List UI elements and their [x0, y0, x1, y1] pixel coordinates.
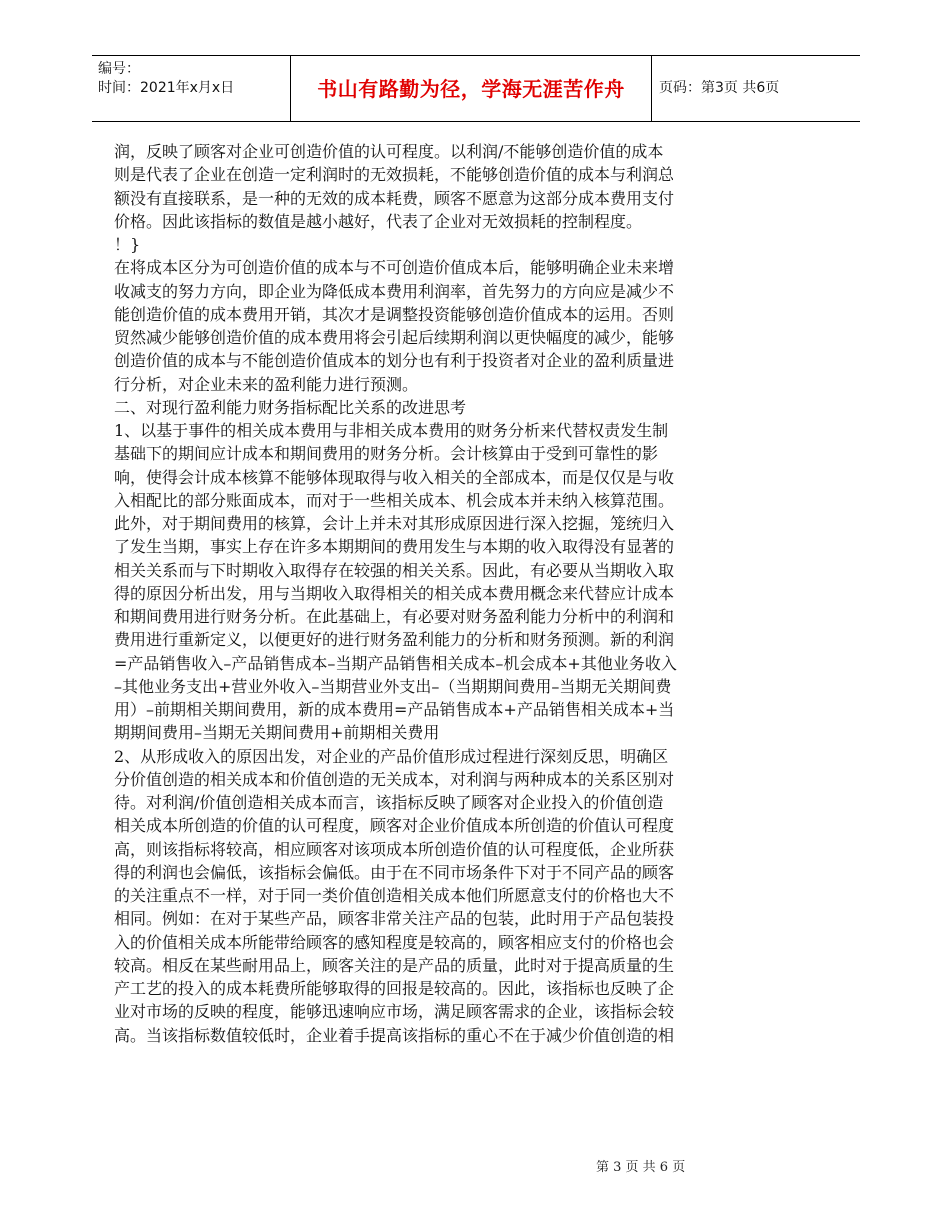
body-line: 和期间费用进行财务分析。在此基础上，有必要对财务盈利能力分析中的利润和: [114, 607, 675, 626]
body-line: 则是代表了企业在创造一定利润时的无效损耗，不能够创造价值的成本与利润总: [114, 165, 675, 185]
header-left-cell: [92, 55, 290, 121]
header-motto: 书山有路勤为径，学海无涯苦作舟: [317, 76, 625, 101]
body-line: 的关注重点不一样，对于同一类价值创造相关成本他们所愿意支付的价格也大不: [114, 886, 675, 905]
body-line: 产工艺的投入的成本耗费所能够取得的回报是较高的。因此，该指标也反映了企: [114, 979, 675, 998]
body-line: 1、以基于事件的相关成本费用与非相关成本费用的财务分析来代替权责发生制: [114, 421, 669, 440]
document-time-label: 时间：2021年x月x日: [98, 80, 235, 96]
body-line: =产品销售收入–产品销售成本–当期产品销售相关成本–机会成本+其他业务收入: [114, 653, 677, 673]
body-line: 期期间费用–当期无关期间费用+前期相关费用: [114, 723, 440, 743]
section-heading: 二、对现行盈利能力财务指标配比关系的改进思考: [114, 397, 467, 417]
body-line: 在将成本区分为可创造价值的成本与不可创造价值成本后，能够明确企业未来增: [114, 258, 675, 278]
header-page-label: 页码：第3页 共6页: [659, 80, 780, 96]
body-line: 相同。例如：在对于某些产品，顾客非常关注产品的包装，此时用于产品包装投: [114, 909, 675, 929]
body-line: 较高。相反在某些耐用品上，顾客关注的是产品的质量，此时对于提高质量的生: [114, 955, 675, 975]
body-line: 2、从形成收入的原因出发，对企业的产品价值形成过程进行深刻反思，明确区: [114, 746, 669, 766]
body-line: 入相配比的部分账面成本，而对于一些相关成本、机会成本并未纳入核算范围。: [114, 490, 675, 510]
body-line: ！}: [114, 235, 141, 254]
body-line: 用）–前期相关期间费用，新的成本费用=产品销售成本+产品销售相关成本+当: [114, 700, 675, 719]
body-line: 价格。因此该指标的数值是越小越好，代表了企业对无效损耗的控制程度。: [114, 211, 643, 231]
page-footer: 第 3 页 共 6 页: [596, 1160, 686, 1175]
document-body: [114, 140, 770, 1047]
body-line: 高。当该指标数值较低时，企业着手提高该指标的重心不在于减少价值创造的相: [114, 1025, 675, 1045]
body-line: 润，反映了顾客对企业可创造价值的认可程度。以利润/不能够创造价值的成本: [114, 142, 664, 161]
body-line: 此外，对于期间费用的核算，会计上并未对其形成原因进行深入挖掘，笼统归入: [114, 514, 675, 533]
body-line: 创造价值的成本与不能创造价值成本的划分也有利于投资者对企业的盈利质量进: [114, 351, 675, 371]
body-line: 收减支的努力方向，即企业为降低成本费用利润率，首先努力的方向应是减少不: [114, 281, 675, 301]
body-line: 高，则该指标将较高，相应顾客对该项成本所创造价值的认可程度低，企业所获: [114, 839, 675, 859]
body-line: 业对市场的反映的程度，能够迅速响应市场，满足顾客需求的企业，该指标会较: [114, 1002, 675, 1022]
body-line: 响，使得会计成本核算不能够体现取得与收入相关的全部成本，而是仅仅是与收: [114, 467, 675, 487]
body-line: 贸然减少能够创造价值的成本费用将会引起后续期利润以更快幅度的减少，能够: [114, 328, 675, 347]
document-number-label: 编号：: [98, 61, 140, 77]
body-line: 能创造价值的成本费用开销，其次才是调整投资能够创造价值成本的运用。否则: [114, 304, 675, 324]
header-page-cell: [651, 55, 860, 121]
body-line: 入的价值相关成本所能带给顾客的感知程度是较高的，顾客相应支付的价格也会: [114, 932, 675, 952]
body-line: –其他业务支出+营业外收入–当期营业外支出–（当期期间费用–当期无关期间费: [114, 676, 672, 696]
body-line: 得的利润也会偏低，该指标会偏低。由于在不同市场条件下对于不同产品的顾客: [114, 862, 675, 882]
body-line: 费用进行重新定义，以便更好的进行财务盈利能力的分析和财务预测。新的利润: [114, 630, 675, 650]
header-motto-cell: [290, 55, 652, 121]
body-line: 相关成本所创造的价值的认可程度，顾客对企业价值成本所创造的价值认可程度: [114, 816, 675, 836]
body-line: 得的原因分析出发，用与当期收入取得相关的相关成本费用概念来代替应计成本: [114, 583, 675, 603]
body-line: 待。对利润/价值创造相关成本而言，该指标反映了顾客对企业投入的价值创造: [114, 793, 664, 812]
body-line: 额没有直接联系，是一种的无效的成本耗费，顾客不愿意为这部分成本费用支付: [114, 188, 675, 208]
body-line: 了发生当期，事实上存在许多本期期间的费用发生与本期的收入取得没有显著的: [114, 537, 675, 557]
body-line: 基础下的期间应计成本和期间费用的财务分析。会计核算由于受到可靠性的影: [114, 444, 659, 464]
header-bottom-rule: [92, 121, 860, 122]
body-line: 相关关系而与下时期收入取得存在较强的相关关系。因此，有必要从当期收入取: [114, 560, 675, 580]
body-line: 行分析，对企业未来的盈利能力进行预测。: [114, 374, 419, 394]
body-line: 分价值创造的相关成本和价值创造的无关成本，对利润与两种成本的关系区别对: [114, 769, 675, 789]
